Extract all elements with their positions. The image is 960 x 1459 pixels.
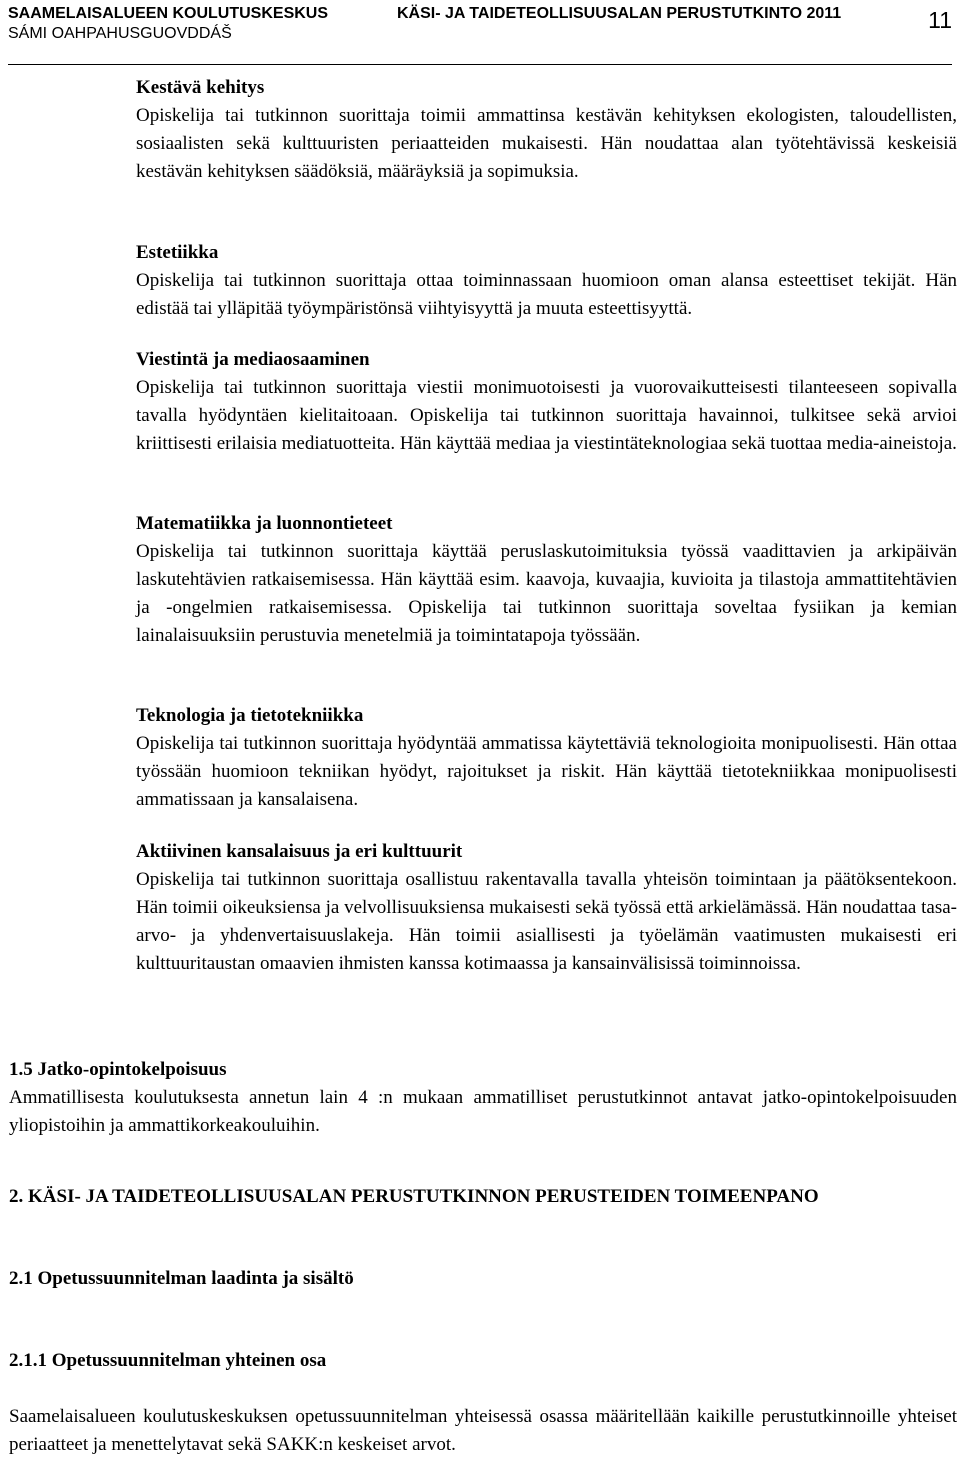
section-paragraph: Opiskelija tai tutkinnon suorittaja viestii monimuotoisesti ja vuorovaikutteisesti tilanteeseen sopivalla tavalla hyödyntäen kielitaitoaan. Opiskelija tai tutkinnon suorittaja havainnoi, tulkitsee sekä arvioi kriittisesti erilaisia mediatuotteita. Hän käyttää mediaa ja viestintäteknologiaa sekä tuottaa media-aineistoja. [136, 377, 957, 454]
section-toimeenpano [9, 1183, 957, 1211]
header-organization: SAAMELAISALUEEN KOULUTUSKESKUS [8, 5, 329, 22]
section-heading: Estetiikka [136, 242, 219, 263]
section-heading: Teknologia ja tietotekniikka [136, 705, 364, 726]
section-paragraph: Opiskelija tai tutkinnon suorittaja toimii ammattinsa kestävän kehityksen ekologisten, taloudellisten, sosiaalisten sekä kulttuuristen periaatteiden mukaisesti. Hän noudattaa alan työtehtävissä keskeisiä kestävän kehityksen säädöksiä, määräyksiä ja sopimuksia. [136, 105, 957, 182]
section-heading: Viestintä ja mediaosaaminen [136, 349, 370, 370]
section-paragraph: Saamelaisalueen koulutuskeskuksen opetussuunnitelman yhteisessä osassa määritellään kaikille perustutkinnoille yhteiset periaatteet ja menettelytavat sekä SAKK:n keskeiset arvot. [9, 1406, 957, 1455]
section-viestinta [136, 346, 957, 458]
section-opetussuunnitelman-laadinta [9, 1265, 957, 1293]
section-paragraph: Opiskelija tai tutkinnon suorittaja ottaa toiminnassaan huomioon oman alansa esteettiset tekijät. Hän edistää tai ylläpitää työympäristönsä viihtyisyyttä ja muuta esteettisyyttä. [136, 270, 957, 319]
header-organization-block [8, 4, 328, 44]
section-paragraph: Ammatillisesta koulutuksesta annetun lain 4 :n mukaan ammatilliset perustutkinnot antavat jatko-opintokelpoisuuden yliopistoihin ja ammattikorkeakouluihin. [9, 1087, 957, 1136]
section-paragraph: Opiskelija tai tutkinnon suorittaja osallistuu rakentavalla tavalla yhteisön toimintaan ja päätöksentekoon. Hän toimii oikeuksiensa ja velvollisuuksiensa mukaisesti sekä työssä että arkielämässä. Hän noudattaa tasa-arvo- ja yhdenvertaisuuslakeja. Hän toimii asiallisesti ja työelämän vaatimusten mukaisesti eri kulttuuritaustan omaavien ihmisten kanssa kotimaassa ja kansainvälisissä toiminnoissa. [136, 869, 957, 974]
section-matematiikka [136, 510, 957, 650]
section-jatko-opintokelpoisuus [9, 1056, 957, 1140]
chapter-heading: 2. KÄSI- JA TAIDETEOLLISUUSALAN PERUSTUTKINNON PERUSTEIDEN TOIMEENPANO [9, 1186, 819, 1207]
section-paragraph: Opiskelija tai tutkinnon suorittaja hyödyntää ammatissa käytettäviä teknologioita monipuolisesti. Hän ottaa työssään huomioon tekniikan hyödyt, rajoitukset ja riskit. Hän käyttää tietotekniikkaa monipuolisesti ammatissaan ja kansalaisena. [136, 733, 957, 810]
page-header [8, 2, 952, 65]
section-heading: 2.1 Opetussuunnitelman laadinta ja sisältö [9, 1268, 354, 1289]
section-kestava-kehitys [136, 74, 957, 186]
header-document-title: KÄSI- JA TAIDETEOLLISUUSALAN PERUSTUTKINTO 2011 [397, 5, 842, 22]
section-teknologia [136, 702, 957, 814]
section-opetussuunnitelman-yhteinen-osa [9, 1347, 957, 1459]
header-organization-sami: SÁMI OAHPAHUSGUOVDDÁŠ [8, 25, 232, 42]
section-heading: 1.5 Jatko-opintokelpoisuus [9, 1059, 227, 1080]
section-paragraph: Opiskelija tai tutkinnon suorittaja käyttää peruslaskutoimituksia työssä vaadittavien ja arkipäivän laskutehtävien ratkaisemisessa. Hän käyttää esim. kaavoja, kuvaajia, kuvioita ja tilastoja ammattitehtävien ja -ongelmien ratkaisemisessa. Opiskelija tai tutkinnon suorittaja soveltaa fysiikan ja kemian lainalaisuuksiin perustuvia menetelmiä ja toimintatapoja työssään. [136, 541, 957, 646]
section-heading: Kestävä kehitys [136, 77, 265, 98]
section-heading: 2.1.1 Opetussuunnitelman yhteinen osa [9, 1350, 327, 1371]
page-number: 11 [928, 7, 952, 33]
section-heading: Aktiivinen kansalaisuus ja eri kulttuurit [136, 841, 463, 862]
section-heading: Matematiikka ja luonnontieteet [136, 513, 393, 534]
section-estetiikka [136, 239, 957, 323]
section-aktiivinen-kansalaisuus [136, 838, 957, 978]
